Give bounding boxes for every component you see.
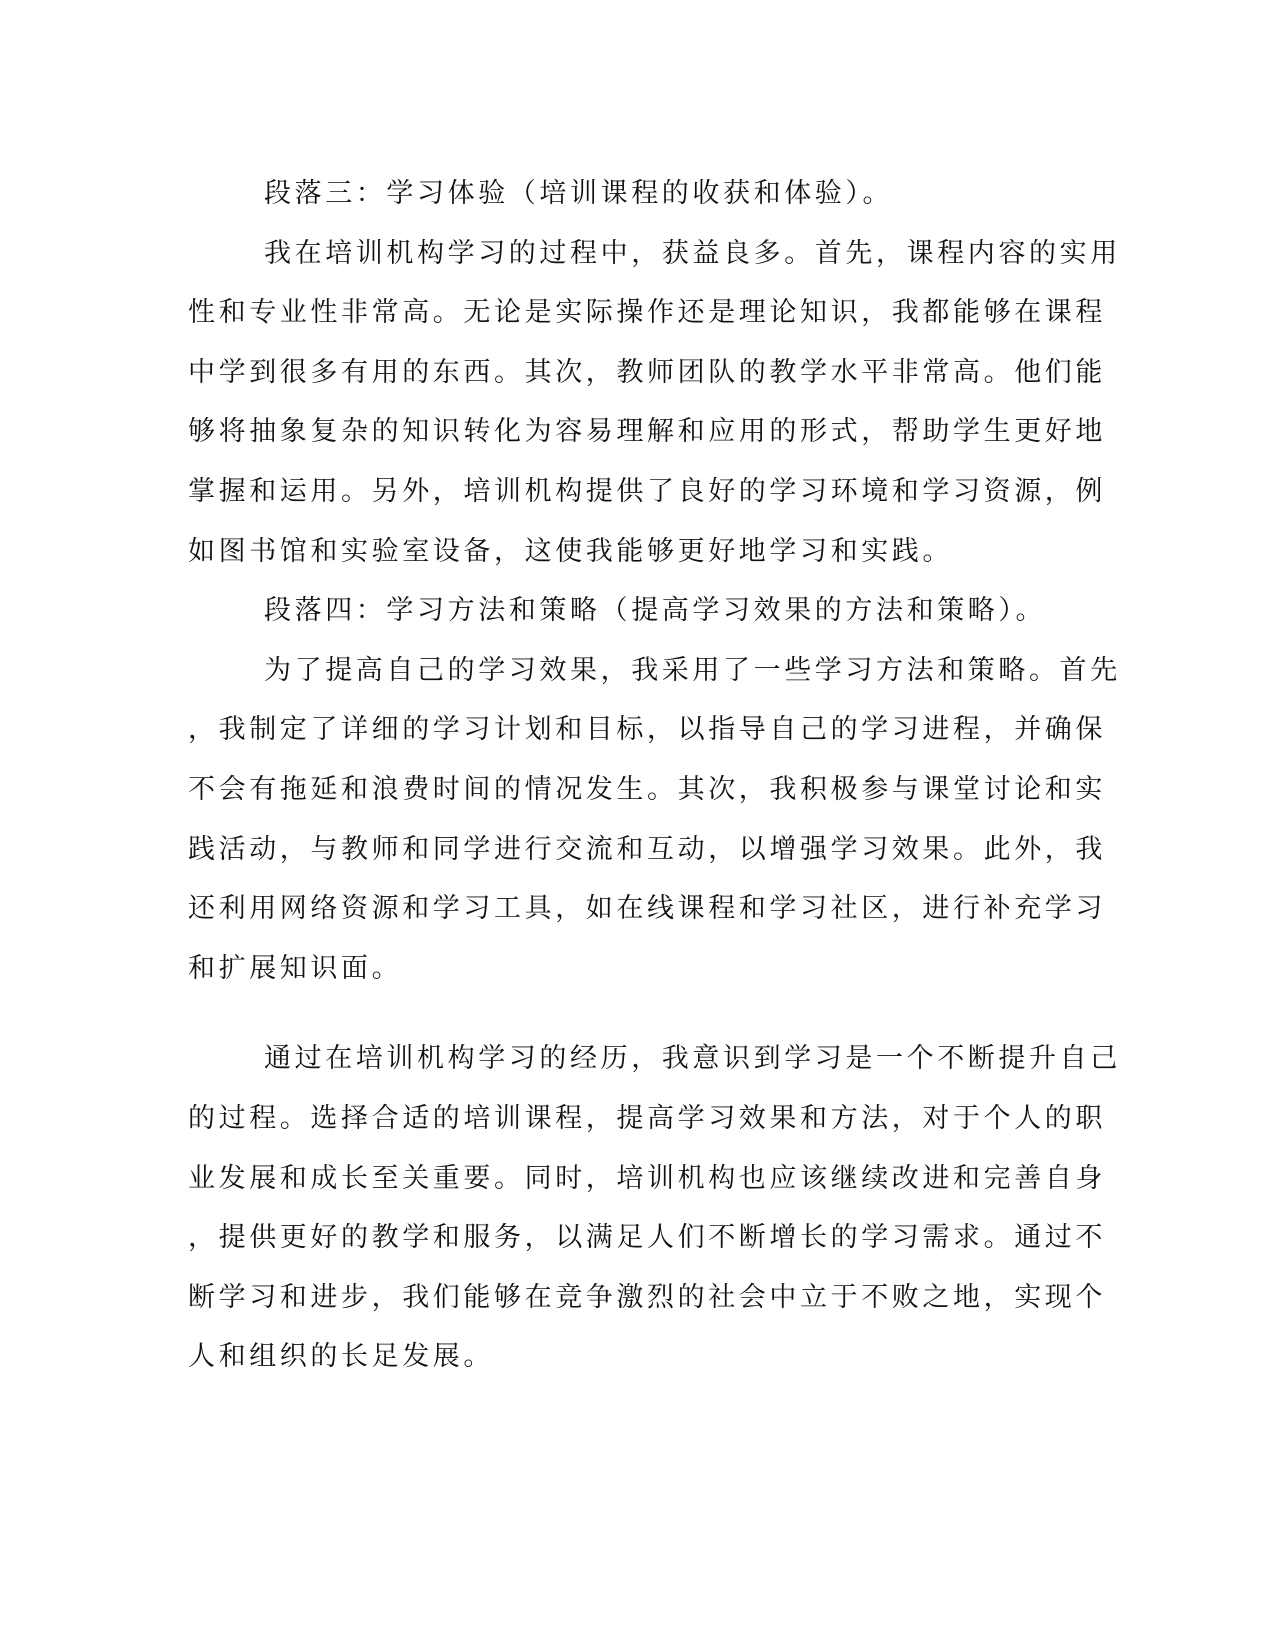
paragraph-line: 性和专业性非常高。无论是实际操作还是理论知识，我都能够在课程 [188,297,1106,329]
paragraph-line: 中学到很多有用的东西。其次，教师团队的教学水平非常高。他们能 [188,356,1106,388]
paragraph-line: 我在培训机构学习的过程中，获益良多。首先，课程内容的实用 [264,237,1121,269]
paragraph-line: 通过在培训机构学习的经历，我意识到学习是一个不断提升自己 [264,1043,1121,1075]
paragraph-line: 断学习和进步，我们能够在竞争激烈的社会中立于不败之地，实现个 [188,1281,1106,1313]
paragraph-line: 如图书馆和实验室设备，这使我能够更好地学习和实践。 [188,535,953,567]
paragraph-line: ，提供更好的教学和服务，以满足人们不断增长的学习需求。通过不 [188,1222,1106,1254]
paragraph-line: 不会有拖延和浪费时间的情况发生。其次，我积极参与课堂讨论和实 [188,773,1106,805]
paragraph-line: ，我制定了详细的学习计划和目标，以指导自己的学习进程，并确保 [188,714,1106,746]
paragraph-line: 和扩展知识面。 [188,952,403,984]
paragraph-line: 掌握和运用。另外，培训机构提供了良好的学习环境和学习资源，例 [188,475,1106,507]
paragraph-line: 为了提高自己的学习效果，我采用了一些学习方法和策略。首先 [264,654,1121,686]
paragraph-heading: 段落四：学习方法和策略（提高学习效果的方法和策略）。 [264,595,1047,627]
paragraph-spacer [188,998,1068,1029]
paragraph-heading: 段落三：学习体验（培训课程的收获和体验）。 [264,178,894,209]
paragraph-line: 业发展和成长至关重要。同时，培训机构也应该继续改进和完善自身 [188,1162,1106,1194]
paragraph-line: 的过程。选择合适的培训课程，提高学习效果和方法，对于个人的职 [188,1102,1106,1134]
document-body [188,164,1121,1387]
paragraph-line: 还利用网络资源和学习工具，如在线课程和学习社区，进行补充学习 [188,893,1106,925]
paragraph-line: 践活动，与教师和同学进行交流和互动，以增强学习效果。此外，我 [188,833,1106,865]
paragraph-line: 人和组织的长足发展。 [188,1341,494,1373]
paragraph-line: 够将抽象复杂的知识转化为容易理解和应用的形式，帮助学生更好地 [188,416,1106,448]
